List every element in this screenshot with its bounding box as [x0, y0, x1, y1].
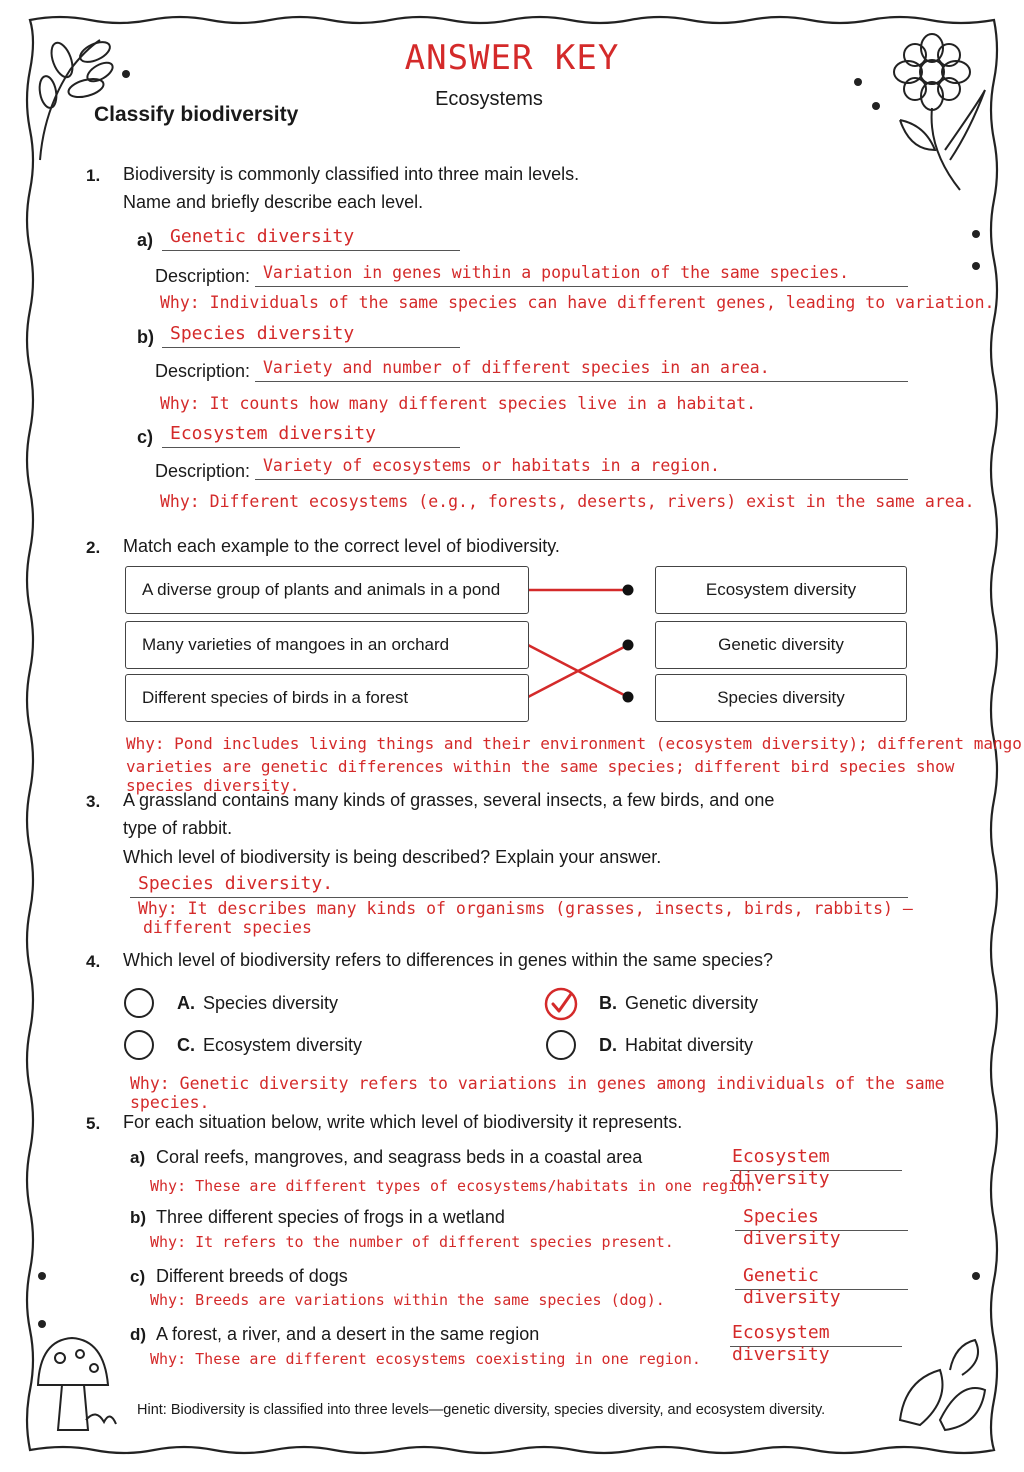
- answer-field[interactable]: Genetic diversity: [735, 1265, 908, 1290]
- answer-field[interactable]: Ecosystem diversity: [730, 1322, 902, 1347]
- description-label: Description:: [155, 266, 251, 286]
- option-label[interactable]: [599, 993, 758, 1014]
- why-text: Why: It describes many kinds of organisms (grasses, insects, birds, rabbits) —: [138, 899, 913, 918]
- description-field[interactable]: Variety and number of different species in an area.: [255, 357, 908, 382]
- dot-icon: [972, 1272, 980, 1280]
- option-letter: A.: [177, 993, 195, 1013]
- question-text: Match each example to the correct level of biodiversity.: [123, 536, 560, 556]
- answer-field[interactable]: Ecosystem diversity: [730, 1146, 902, 1171]
- dot-icon: [38, 1320, 46, 1328]
- dot-icon: [972, 262, 980, 270]
- match-level-box[interactable]: Genetic diversity: [655, 621, 907, 669]
- answer-field[interactable]: Species diversity.: [130, 873, 908, 898]
- match-level-box[interactable]: Ecosystem diversity: [655, 566, 907, 614]
- option-text: Habitat diversity: [625, 1035, 754, 1055]
- why-text: Why: It refers to the number of different species present.: [150, 1233, 674, 1251]
- option-label[interactable]: [599, 1035, 753, 1056]
- match-example-box[interactable]: Many varieties of mangoes in an orchard: [125, 621, 529, 669]
- why-text: varieties are genetic differences within the same species; different bird species show species diversity.: [126, 757, 955, 795]
- situation-text: A forest, a river, and a desert in the same region: [156, 1324, 540, 1344]
- answer-field[interactable]: Species diversity: [735, 1206, 908, 1231]
- question-number: 3.: [86, 792, 101, 811]
- question-text: Name and briefly describe each level.: [123, 192, 424, 212]
- situation-text: Coral reefs, mangroves, and seagrass beds in a coastal area: [156, 1147, 643, 1167]
- leaves-icon: [900, 1340, 985, 1430]
- question-text: Biodiversity is commonly classified into three main levels.: [123, 164, 580, 184]
- question-number: 1.: [86, 166, 101, 185]
- page-title: ANSWER KEY: [404, 38, 620, 78]
- match-dot: [623, 640, 634, 651]
- option-label[interactable]: [177, 993, 338, 1014]
- option-text: Ecosystem diversity: [203, 1035, 363, 1055]
- option-text: Genetic diversity: [625, 993, 759, 1013]
- question-number: 5.: [86, 1114, 101, 1133]
- description-field[interactable]: Variation in genes within a population of the same species.: [255, 262, 908, 287]
- situation-text: Different breeds of dogs: [156, 1266, 348, 1286]
- description-label: Description:: [155, 461, 251, 481]
- part-label: c): [137, 427, 154, 447]
- page-subtitle: Ecosystems: [435, 88, 543, 110]
- part-label: a): [130, 1148, 146, 1167]
- question-text: type of rabbit.: [123, 818, 233, 838]
- why-text: Why: Different ecosystems (e.g., forests, deserts, rivers) exist in the same area.: [160, 492, 975, 511]
- part-label: b): [130, 1208, 147, 1227]
- description-field[interactable]: Variety of ecosystems or habitats in a region.: [255, 455, 908, 480]
- answer-field[interactable]: Genetic diversity: [162, 226, 460, 251]
- checkmark-icon: [544, 986, 580, 1022]
- option-letter: D.: [599, 1035, 617, 1055]
- why-text: Why: Genetic diversity refers to variations in genes among individuals of the same species.: [130, 1074, 945, 1112]
- option-radio[interactable]: [124, 988, 154, 1018]
- option-letter: B.: [599, 993, 617, 1013]
- part-label: a): [137, 230, 154, 250]
- mushroom-icon: [38, 1338, 116, 1430]
- part-label: b): [137, 327, 154, 347]
- match-example-box[interactable]: A diverse group of plants and animals in a pond: [125, 566, 529, 614]
- why-text: Why: Pond includes living things and their environment (ecosystem diversity); different mango: [126, 734, 1022, 753]
- match-level-box[interactable]: Species diversity: [655, 674, 907, 722]
- option-text: Species diversity: [203, 993, 339, 1013]
- question-text: Which level of biodiversity is being described? Explain your answer.: [123, 847, 662, 867]
- question-number: 4.: [86, 952, 101, 971]
- why-text: Why: It counts how many different species live in a habitat.: [160, 394, 757, 413]
- why-text: Why: These are different types of ecosystems/habitats in one region.: [150, 1177, 765, 1195]
- question-text: A grassland contains many kinds of grasses, several insects, a few birds, and one: [123, 790, 775, 810]
- hint-text: Hint: Biodiversity is classified into three levels—genetic diversity, species diversity, and ecosystem diversity.: [137, 1402, 826, 1418]
- option-radio[interactable]: [124, 1030, 154, 1060]
- match-dot: [623, 585, 634, 596]
- why-text: Why: These are different ecosystems coexisting in one region.: [150, 1350, 701, 1368]
- why-text: different species: [143, 918, 312, 937]
- question-text: For each situation below, write which level of biodiversity it represents.: [123, 1112, 683, 1132]
- question-text: Which level of biodiversity refers to differences in genes within the same species?: [123, 950, 773, 970]
- option-radio-checked[interactable]: [544, 986, 580, 1027]
- description-label: Description:: [155, 361, 251, 381]
- part-label: d): [130, 1325, 147, 1344]
- dot-icon: [38, 1272, 46, 1280]
- match-example-box[interactable]: Different species of birds in a forest: [125, 674, 529, 722]
- option-radio[interactable]: [546, 1030, 576, 1060]
- dot-icon: [854, 78, 862, 86]
- worksheet-heading: Classify biodiversity: [94, 103, 299, 126]
- option-letter: C.: [177, 1035, 195, 1055]
- situation-text: Three different species of frogs in a wetland: [156, 1207, 505, 1227]
- answer-field[interactable]: Ecosystem diversity: [162, 423, 460, 448]
- option-label[interactable]: [177, 1035, 362, 1056]
- match-dot: [623, 692, 634, 703]
- why-text: Why: Breeds are variations within the same species (dog).: [150, 1291, 665, 1309]
- match-lines: [528, 590, 628, 697]
- part-label: c): [130, 1267, 146, 1286]
- why-text: Why: Individuals of the same species can have different genes, leading to variation.: [160, 293, 995, 312]
- question-number: 2.: [86, 538, 101, 557]
- answer-field[interactable]: Species diversity: [162, 323, 460, 348]
- dot-icon: [972, 230, 980, 238]
